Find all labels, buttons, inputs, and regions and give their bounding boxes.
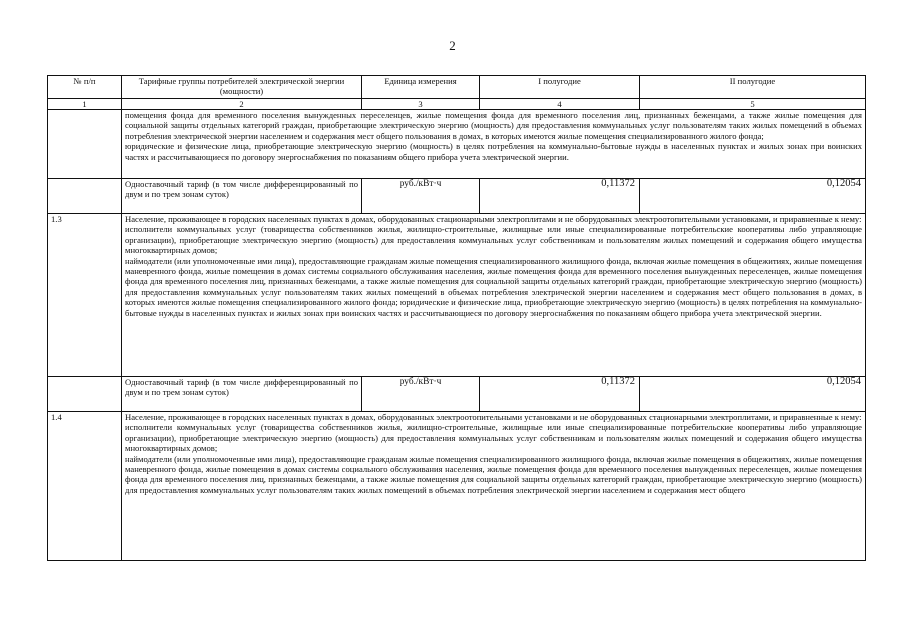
tariff-unit: руб./кВт·ч [362,377,480,412]
column-number: 5 [640,99,866,110]
tariff-table [47,75,866,561]
tariff-row [48,179,866,214]
column-number: 4 [480,99,640,110]
row-number-cell [48,377,122,412]
tariff-second-half: 0,12054 [640,179,866,214]
row-number: 1.4 [48,412,122,561]
description-paragraph: исполнители коммунальных услуг (товарищества собственников жилья, жилищно-строительные, жилищные или иные специализированные потребительские кооперативы либо управляющие организации), приобретающие электрическую энергию (мощность) для предоставления коммунальных услуг собственникам и пользователям жилых помещений и содержания общего имущества многоквартирных домов; [125,224,862,256]
header-second-half: II полугодие [640,76,866,99]
description-paragraph: юридические и физические лица, приобретающие электрическую энергию (мощность) в целях потребления на коммунально-бытовые нужды в населенных пунктах и жилых зонах при воинских частях и рассчитывающиеся по договору энергоснабжения по показаниям общего прибора учета электрической энергии. [125,141,862,162]
tariff-name: Одноставочный тариф (в том числе дифференцированный по двум и по трем зонам суток) [122,377,362,412]
description-paragraph: наймодатели (или уполномоченные ими лица), предоставляющие гражданам жилые помещения специализированного жилищного фонда, включая жилые помещения в общежитиях, жилые помещения маневренного фонда, жилые помещения в домах системы социального обслуживания населения, жилые помещения фонда для временного поселения вынужденных переселенцев, жилые помещения фонда для временного поселения лиц, признанных беженцами, а также жилые помещения для социальной защиты отдельных категорий граждан, приобретающие электрическую энергию (мощность) для предоставления коммунальных услуг пользователям таких жилых помещений в объемах потребления электрической энергии населением и содержания мест общего пользования в домах, в которых имеются жилые помещения специализированного жилого фонда; юридические и физические лица, приобретающие электрическую энергию (мощность) в целях потребления на коммунально-бытовые нужды в населенных пунктах и жилых зонах при воинских частях и рассчитывающиеся по договору энергоснабжения по показаниям общего прибора учета электрической энергии. [125,255,862,318]
table-header-row [48,76,866,99]
description-paragraph: наймодатели (или уполномоченные ими лица), предоставляющие гражданам жилые помещения специализированного жилищного фонда, включая жилые помещения в общежитиях, жилые помещения маневренного фонда, жилые помещения в домах системы социального обслуживания населения, жилые помещения фонда для временного поселения вынужденных переселенцев, жилые помещения фонда для временного поселения лиц, признанных беженцами, а также жилые помещения для социальной защиты отдельных категорий граждан, приобретающие электрическую энергию (мощность) для предоставления коммунальных услуг пользователям таких жилых помещений в объемах потребления электрической энергии населением и содержания мест общего [125,453,862,495]
group-description [122,110,866,179]
column-number-row [48,99,866,110]
tariff-second-half: 0,12054 [640,377,866,412]
tariff-name: Одноставочный тариф (в том числе дифференцированный по двум и по трем зонам суток) [122,179,362,214]
header-tariff-groups: Тарифные группы потребителей электрической энергии (мощности) [122,76,362,99]
group-description [122,412,866,561]
table-row [48,110,866,179]
page-number: 2 [449,38,456,53]
tariff-first-half: 0,11372 [480,179,640,214]
row-number-cell [48,110,122,179]
description-paragraph: Население, проживающее в городских населенных пунктах в домах, оборудованных стационарными электроплитами и не оборудованных электроотопительными установками, и приравненные к нему: [125,214,862,224]
column-number: 2 [122,99,362,110]
tariff-unit: руб./кВт·ч [362,179,480,214]
header-number: № п/п [48,76,122,99]
row-number: 1.3 [48,214,122,377]
header-first-half: I полугодие [480,76,640,99]
tariff-row [48,377,866,412]
description-paragraph: исполнители коммунальных услуг (товарищества собственников жилья, жилищно-строительные, жилищные или иные специализированные потребительские кооперативы либо управляющие организации), приобретающие электрическую энергию (мощность) для предоставления коммунальных услуг собственникам и пользователям жилых помещений и содержания общего имущества многоквартирных домов; [125,422,862,454]
table-row [48,412,866,561]
header-unit: Единица измерения [362,76,480,99]
table-row [48,214,866,377]
group-description [122,214,866,377]
column-number: 3 [362,99,480,110]
description-paragraph: помещения фонда для временного поселения вынужденных переселенцев, жилые помещения фонда для временного поселения лиц, признанных беженцами, а также жилые помещения для социальной защиты отдельных категорий граждан, приобретающие электрическую энергию (мощность) для предоставления коммунальных услуг пользователям таких жилых помещений в объемах потребления электрической энергии населением и содержания мест общего пользования в домах, в которых имеются жилые помещения специализированного жилого фонда; [125,110,862,141]
row-number-cell [48,179,122,214]
column-number: 1 [48,99,122,110]
description-paragraph: Население, проживающее в городских населенных пунктах в домах, оборудованных электроотопительными установками и не оборудованных стационарными электроплитами, и приравненные к нему: [125,412,862,422]
tariff-first-half: 0,11372 [480,377,640,412]
